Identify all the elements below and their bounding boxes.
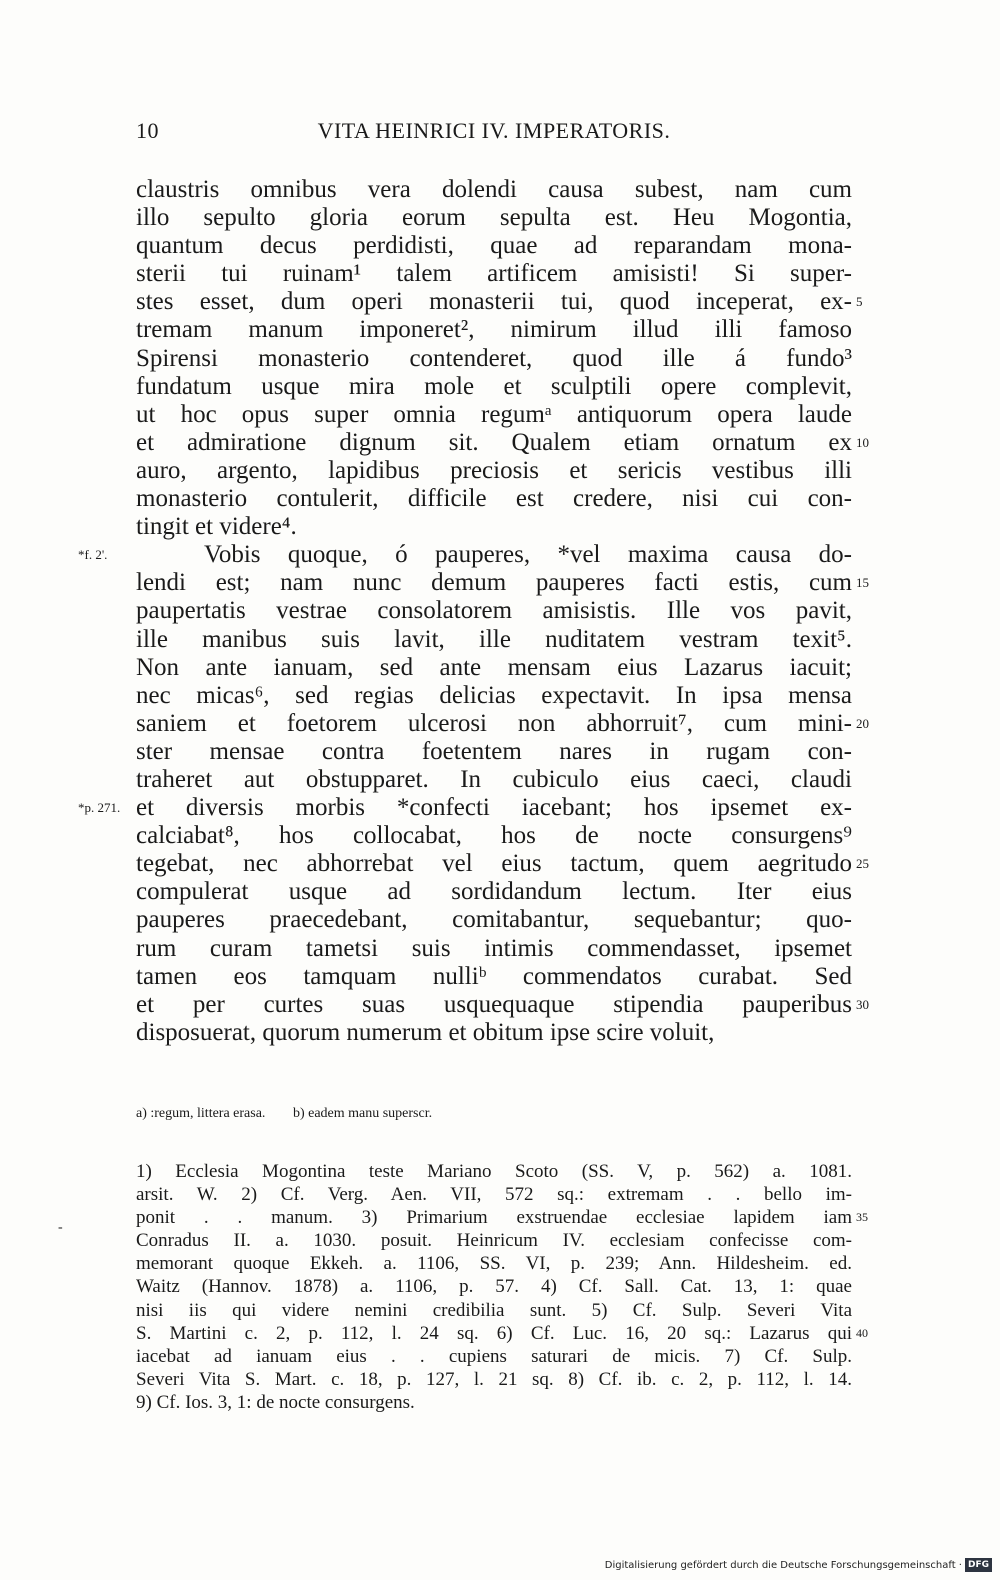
- main-text: [78, 176, 869, 1047]
- text-line-text: tingit et videre⁴.: [136, 513, 297, 541]
- running-header: [136, 118, 852, 148]
- footnote-line-text: Waitz (Hannov. 1878) a. 1106, p. 57. 4) Cf. Sall. Cat. 13, 1: quae: [136, 1276, 852, 1298]
- footnote-line: [136, 1299, 852, 1322]
- footnote-line: [136, 1183, 852, 1206]
- text-line: [136, 654, 852, 682]
- credit-text: Digitalisierung gefördert durch die Deutsche Forschungsgemeinschaft ·: [604, 1560, 962, 1571]
- footnote-line-text: arsit. W. 2) Cf. Verg. Aen. VII, 572 sq.: extremam . . bello im-: [136, 1184, 852, 1206]
- footnotes: [136, 1160, 868, 1414]
- text-line: [136, 232, 852, 260]
- text-line: [136, 766, 852, 794]
- text-line: [136, 513, 852, 541]
- footnote-line: [136, 1229, 852, 1252]
- text-line-text: Vobis quoque, ó pauperes, *vel maxima causa do-: [204, 541, 852, 569]
- text-line: [136, 626, 852, 654]
- running-title: VITA HEINRICI IV. IMPERATORIS.: [317, 118, 671, 143]
- footnote-line-text: iacebat ad ianuam eius . . cupiens saturari de micis. 7) Cf. Sulp.: [136, 1345, 852, 1367]
- footnote-line: [136, 1345, 852, 1368]
- text-line-text: fundatum usque mira mole et sculptili opere complevit,: [136, 372, 852, 400]
- text-line-text: ille manibus suis lavit, ille nuditatem vestram texit⁵.: [136, 625, 852, 653]
- line-number: 20: [856, 715, 869, 731]
- text-line: [136, 569, 869, 597]
- footnote-line-text: memorant quoque Ekkeh. a. 1106, SS. VI, p. 239; Ann. Hildesheim. ed.: [136, 1253, 852, 1275]
- text-line-text: pauperes praecedebant, comitabantur, sequebantur; quo-: [136, 906, 852, 934]
- text-line: [136, 401, 852, 429]
- margin-dash: -: [58, 1220, 63, 1235]
- text-line-text: Non ante ianuam, sed ante mensam eius Lazarus iacuit;: [136, 653, 852, 681]
- line-number: 5: [856, 294, 863, 310]
- text-line: [136, 457, 852, 485]
- text-line: [78, 794, 852, 822]
- text-line: [136, 1019, 852, 1047]
- footnote-line: [136, 1391, 852, 1414]
- footnote-line: [136, 1160, 852, 1183]
- critical-note-b: b) eadem manu superscr.: [292, 1106, 433, 1121]
- text-line-text: illo sepulto gloria eorum sepulta est. Heu Mogontia,: [136, 204, 852, 232]
- footnote-line-text: 1) Ecclesia Mogontina teste Mariano Scoto (SS. V, p. 562) a. 1081.: [136, 1161, 852, 1182]
- text-line: [136, 935, 852, 963]
- text-line-text: monasterio contulerit, difficile est credere, nisi cui con-: [136, 485, 852, 513]
- line-number: 30: [856, 996, 869, 1012]
- footnote-line: [136, 1368, 852, 1391]
- line-number: 25: [856, 856, 869, 872]
- text-line: [136, 288, 863, 316]
- text-line-text: compulerat usque ad sordidandum lectum. Iter eius: [136, 878, 852, 906]
- footnote-line-text: nisi iis qui videre nemini credibilia sunt. 5) Cf. Sulp. Severi Vita: [136, 1299, 852, 1321]
- text-line: [136, 682, 852, 710]
- line-number: 15: [856, 575, 869, 591]
- text-line-text: nec micas⁶, sed regias delicias expectavit. In ipsa mensa: [136, 681, 852, 709]
- text-line-text: rum curam tametsi suis intimis commendasset, ipsemet: [136, 934, 852, 962]
- text-line-text: et per curtes suas usquequaque stipendia pauperibus: [136, 990, 852, 1018]
- footnote-line-text: ponit . . manum. 3) Primarium exstruendae ecclesiae lapidem iam: [136, 1207, 852, 1229]
- text-line: [136, 850, 869, 878]
- text-line: [136, 428, 869, 457]
- text-line: [136, 963, 852, 991]
- text-line: [136, 738, 852, 766]
- text-line: [136, 316, 852, 344]
- page-number: 10: [136, 118, 159, 143]
- line-number: 35: [856, 1210, 868, 1225]
- text-line-text: quantum decus perdidisti, quae ad reparandam mona-: [136, 232, 852, 260]
- text-line: [136, 345, 852, 373]
- footnote-line: [136, 1252, 852, 1275]
- text-line-text: auro, argento, lapidibus preciosis et sericis vestibus illi: [136, 456, 852, 484]
- margin-note: *p. 271.: [78, 800, 121, 816]
- line-number: 40: [856, 1325, 868, 1340]
- text-line-text: traheret aut obstupparet. In cubiculo eius caeci, claudi: [136, 765, 852, 793]
- margin-note: *f. 2'.: [78, 547, 108, 563]
- text-line-text: lendi est; nam nunc demum pauperes facti estis, cum: [136, 569, 852, 597]
- critical-apparatus: [136, 1104, 852, 1124]
- text-line-text: ster mensae contra foetentem nares in rugam con-: [136, 737, 852, 765]
- text-line-text: tremam manum imponeret², nimirum illud illi famoso: [136, 316, 852, 344]
- footnote-line-text: S. Martini c. 2, p. 112, l. 24 sq. 6) Cf. Luc. 16, 20 sq.: Lazarus qui: [136, 1322, 852, 1344]
- footnote-line-text: Severi Vita S. Mart. c. 18, p. 127, l. 21 sq. 8) Cf. ib. c. 2, p. 112, l. 14.: [136, 1368, 852, 1390]
- text-line: [136, 990, 869, 1019]
- text-line-text: calciabat⁸, hos collocabat, hos de nocte consurgens⁹: [136, 822, 852, 850]
- footnote-line: [136, 1275, 852, 1298]
- text-line: [136, 878, 852, 906]
- text-line-text: tegebat, nec abhorrebat vel eius tactum, quem aegritudo: [136, 850, 852, 878]
- text-line: [136, 822, 852, 850]
- text-line-text: claustris omnibus vera dolendi causa subest, nam cum: [136, 176, 852, 203]
- text-line: [136, 485, 852, 513]
- text-line: [136, 373, 852, 401]
- footnote-line: [136, 1206, 868, 1229]
- text-line: [136, 906, 852, 934]
- text-line: [136, 709, 869, 738]
- text-line-text: et diversis morbis *confecti iacebant; hos ipsemet ex-: [136, 794, 852, 822]
- line-number: 10: [856, 434, 869, 450]
- text-line-text: saniem et foetorem ulcerosi non abhorruit⁷, cum mini-: [136, 709, 852, 737]
- text-line-text: disposuerat, quorum numerum et obitum ipse scire voluit,: [136, 1018, 715, 1046]
- text-line: [136, 204, 852, 232]
- text-line-text: stes esset, dum operi monasterii tui, quod inceperat, ex-: [136, 288, 852, 316]
- text-line-text: Spirensi monasterio contenderet, quod ille á fundo³: [136, 344, 852, 372]
- text-line-text: paupertatis vestrae consolatorem amisistis. Ille vos pavit,: [136, 597, 852, 625]
- text-line: [78, 541, 852, 569]
- text-line-text: tamen eos tamquam nulliᵇ commendatos curabat. Sed: [136, 962, 852, 990]
- critical-note-a: a) :regum, littera erasa.: [136, 1106, 266, 1121]
- footnote-line-text: Conradus II. a. 1030. posuit. Heinricum IV. ecclesiam confecisse com-: [136, 1230, 852, 1252]
- text-line: [136, 176, 852, 204]
- dfg-logo: DFG: [965, 1558, 992, 1572]
- footnote-line: [136, 1322, 868, 1345]
- text-line: [136, 260, 852, 288]
- text-line: [136, 597, 852, 625]
- text-line-text: sterii tui ruinam¹ talem artificem amisisti! Si super-: [136, 260, 852, 288]
- footnote-line-text: 9) Cf. Ios. 3, 1: de nocte consurgens.: [136, 1391, 415, 1413]
- text-line-text: ut hoc opus super omnia regumᵃ antiquorum opera laude: [136, 400, 852, 428]
- text-line-text: et admiratione dignum sit. Qualem etiam ornatum ex: [136, 428, 852, 456]
- digitization-credit: [605, 1558, 992, 1574]
